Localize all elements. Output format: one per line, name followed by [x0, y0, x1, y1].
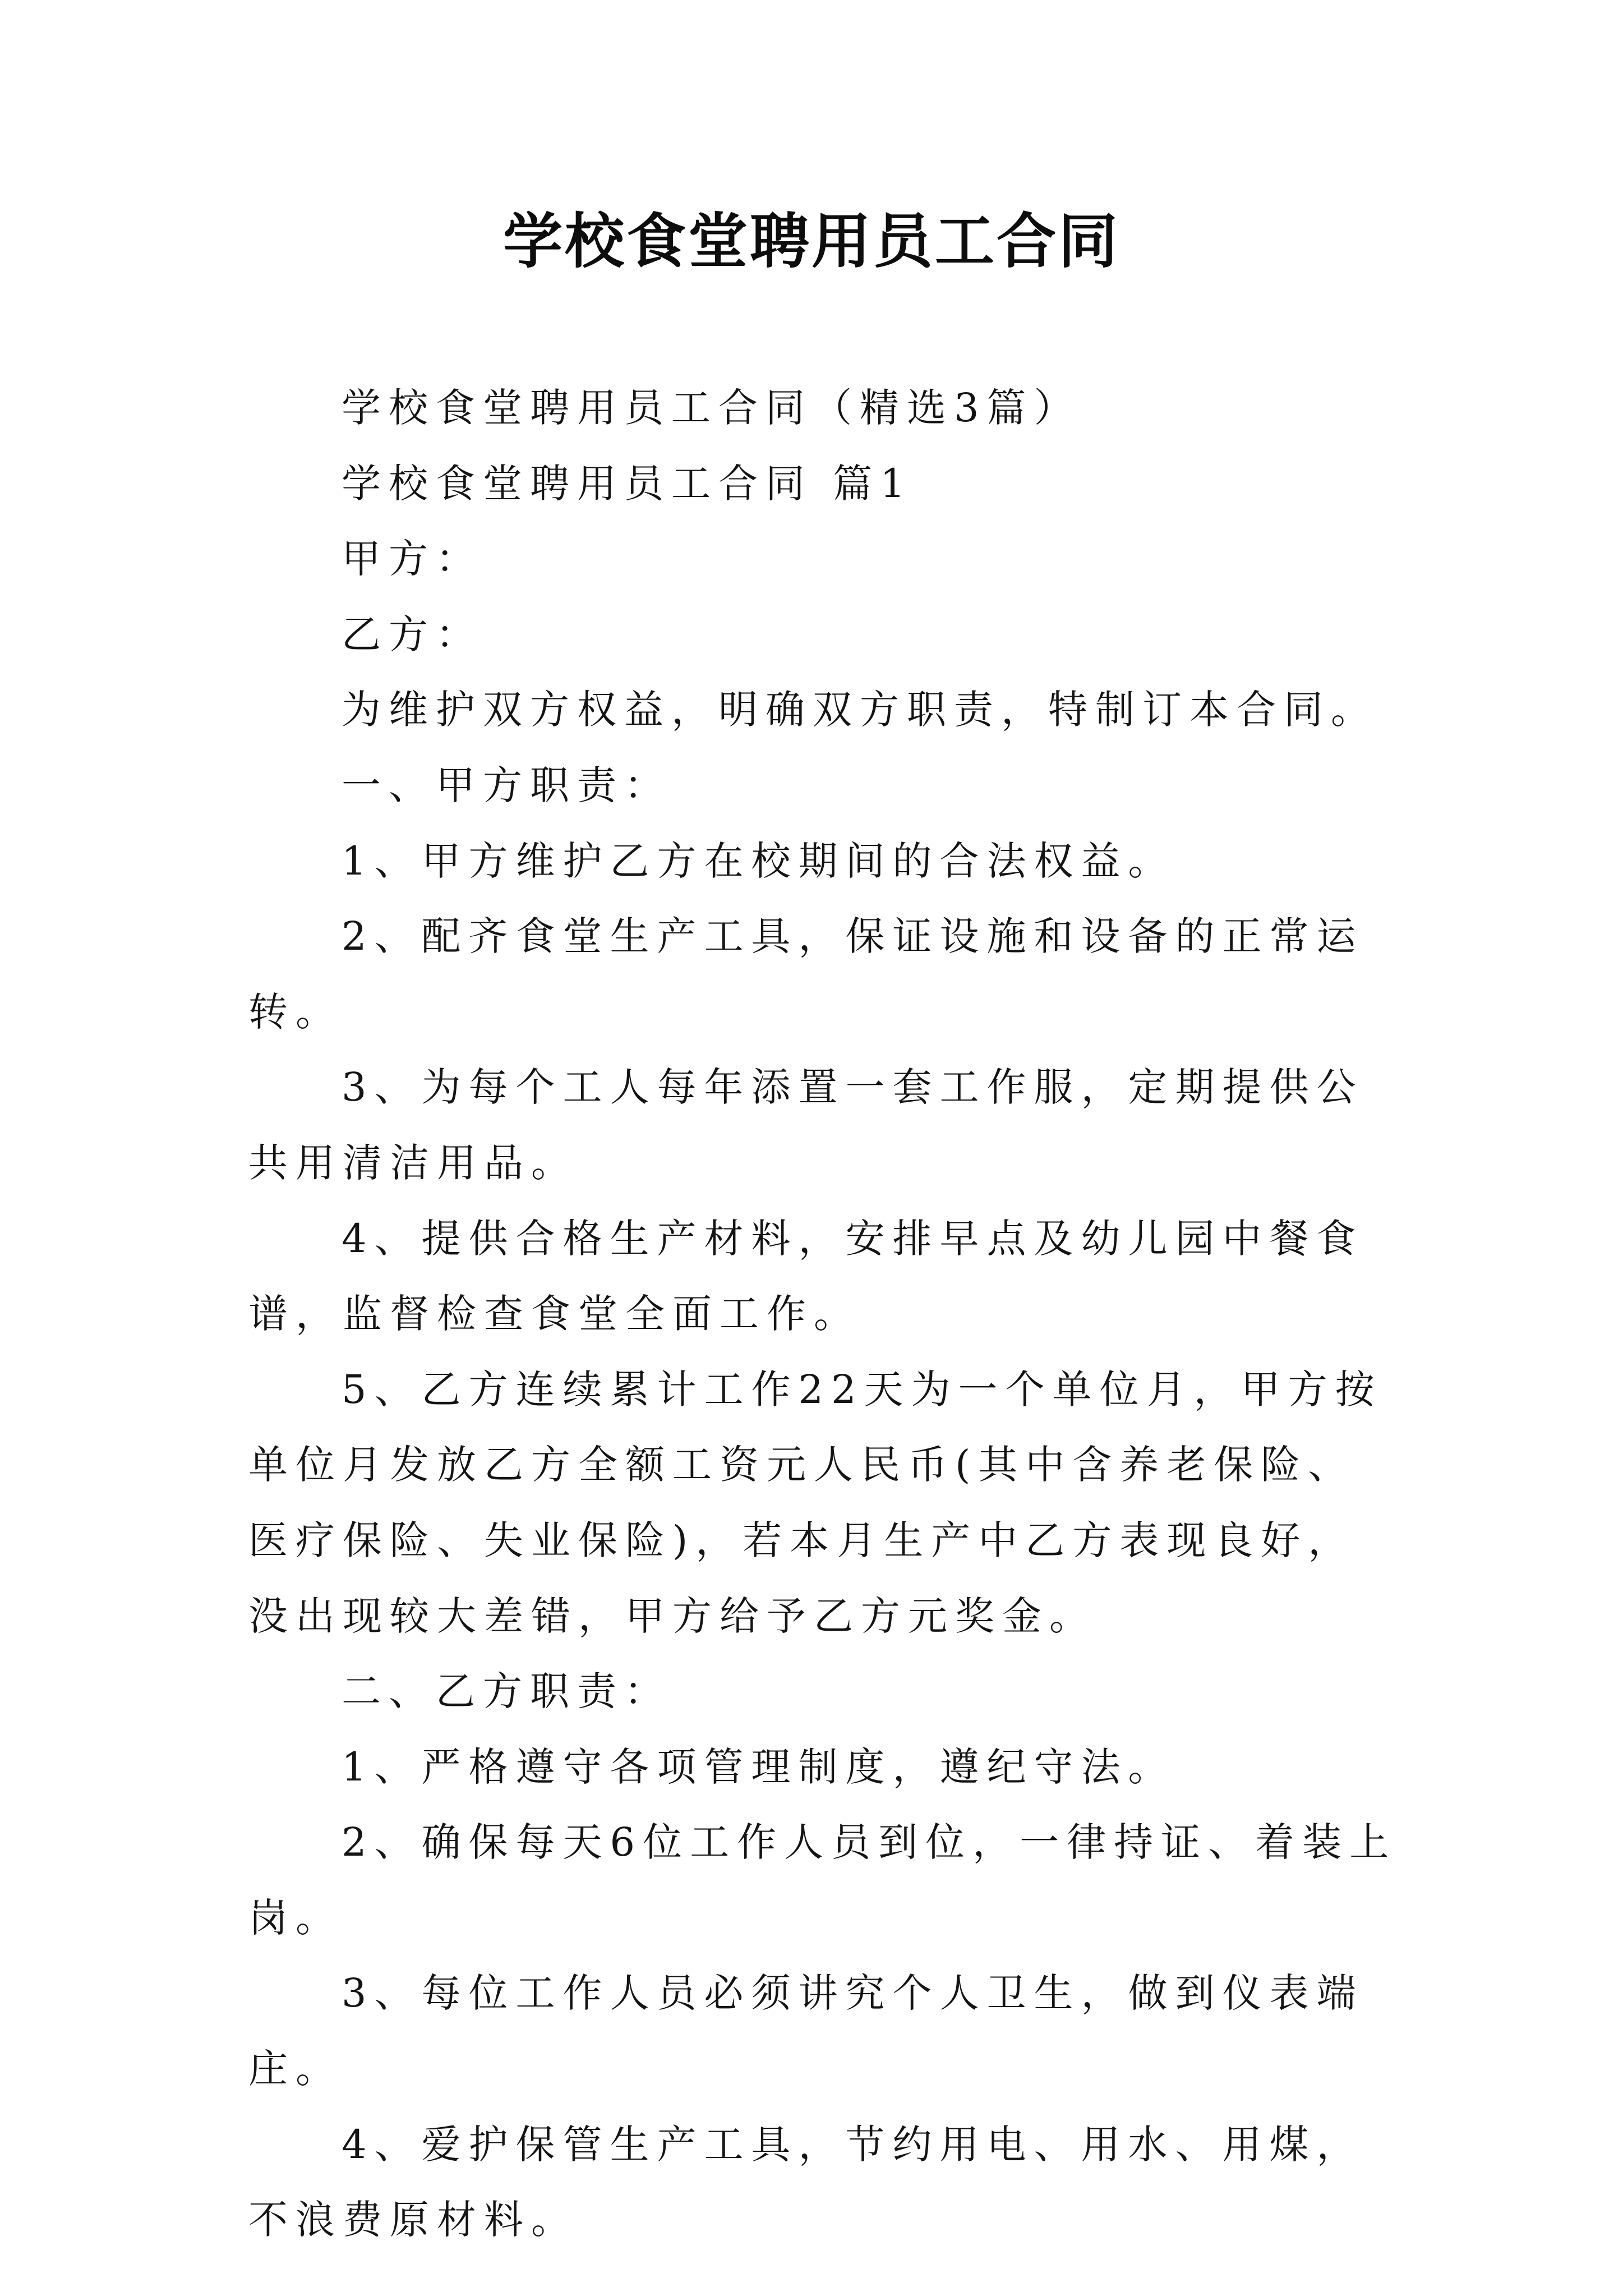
section-heading-party-a-duties: 一、甲方职责：: [342, 762, 671, 808]
paragraph-heading-selection: 学校食堂聘用员工合同（精选3篇）: [342, 385, 1081, 431]
paragraph-b-duty-4: 4、爱护保管生产工具，节约用电、用水、用煤，不浪费原材料。: [248, 2121, 1364, 2243]
paragraph-b-duty-3: 3、每位工作人员必须讲究个人卫生，做到仪表端庄。: [248, 1970, 1364, 2092]
paragraph-a-duty-5: 5、乙方连续累计工作22天为一个单位月，甲方按单位月发放乙方全额工资元人民币(其中含养老保险、医疗保险、失业保险)，若本月生产中乙方表现良好，没出现较大差错，甲方给予乙方元奖金。: [248, 1366, 1382, 1639]
section-heading-party-b-duties: 二、乙方职责：: [342, 1668, 671, 1715]
paragraph-a-duty-4: 4、提供合格生产材料，安排早点及幼儿园中餐食谱，监督检查食堂全面工作。: [248, 1215, 1364, 1337]
paragraph-purpose: 为维护双方权益，明确双方职责，特制订本合同。: [342, 687, 1378, 733]
paragraph-b-duty-1: 1、严格遵守各项管理制度，遵纪守法。: [342, 1743, 1175, 1790]
document-body: [248, 370, 1398, 2258]
paragraph-heading-part1: 学校食堂聘用员工合同 篇1: [342, 460, 913, 507]
paragraph-party-b: 乙方：: [342, 611, 483, 657]
paragraph-party-a: 甲方：: [342, 536, 483, 582]
paragraph-a-duty-3: 3、为每个工人每年添置一套工作服，定期提供公共用清洁用品。: [248, 1064, 1364, 1186]
paragraph-a-duty-2: 2、配齐食堂生产工具，保证设施和设备的正常运转。: [248, 913, 1364, 1035]
document-title: 学校食堂聘用员工合同: [503, 206, 1120, 276]
paragraph-a-duty-1: 1、甲方维护乙方在校期间的合法权益。: [342, 838, 1175, 884]
paragraph-b-duty-2: 2、确保每天6位工作人员到位，一律持证、着装上岗。: [248, 1819, 1397, 1941]
